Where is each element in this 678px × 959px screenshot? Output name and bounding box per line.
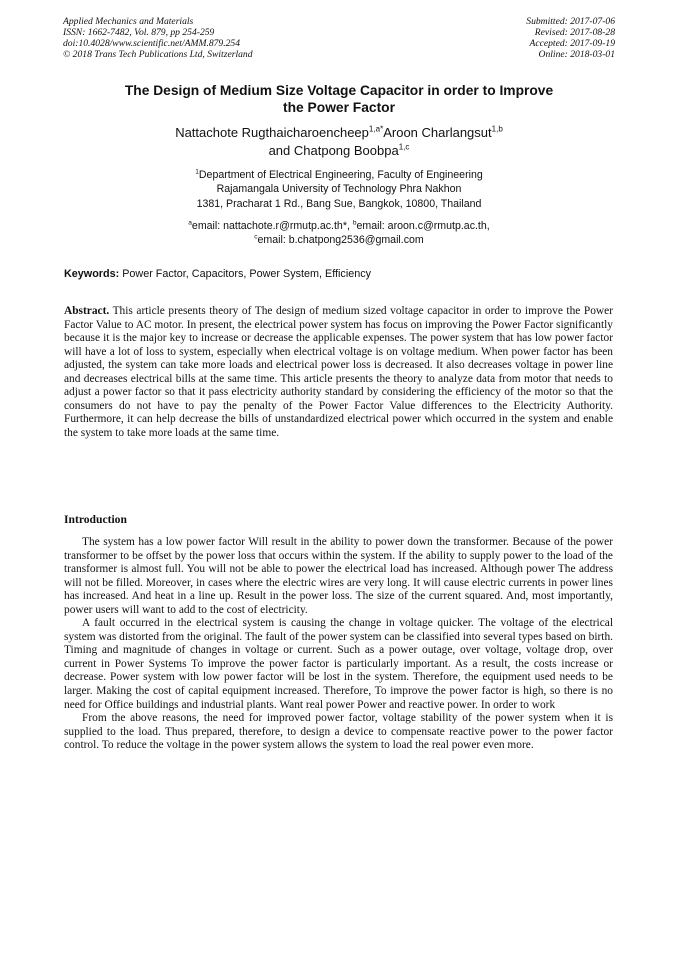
email-c-sup: c bbox=[254, 233, 258, 241]
authors-line-1 bbox=[64, 124, 614, 142]
affiliation-sup: 1 bbox=[195, 168, 199, 176]
author-1-sup: 1,a* bbox=[368, 124, 384, 134]
abstract-text: This article presents theory of The design of medium sized voltage capacitor in order to improve the Power Factor Value to AC motor. In present, the electrical power system has focus on improving the Power Factor significantly because it is the major key to increase or decrease the applicable expenses. The power system that has low power factor will have a lot of loss to system, especially when electrical voltage is on voltage medium. When power factor has been adjusted, the system can take more loads and electrical power loss is decreased. It also decreases voltage in power line and decreases electrical bills at the same time. This article presents the theory to analyze data from motor that needs to adjust a power factor so that it pass electricity authority standard by considering the efficiency of the motor so that the consumers do not have to pay the penalty of the Power Factor Value differences to the Electricity Authority. Furthermore, it can help decrease the bills of unstandardized electrical power which occurred in the system and enable the system to take more loads at the same time. bbox=[64, 305, 613, 439]
journal-name: Applied Mechanics and Materials bbox=[63, 16, 194, 27]
email-b-sup: b bbox=[352, 219, 357, 227]
email-line-1 bbox=[64, 219, 614, 233]
header-left bbox=[63, 16, 253, 60]
email-line-2 bbox=[64, 233, 614, 247]
issn: ISSN: 1662-7482, Vol. 879, pp 254-259 bbox=[63, 27, 215, 38]
accepted-date: Accepted: 2017-09-19 bbox=[529, 38, 615, 49]
author-1: Nattachote Rugthaicharoencheep bbox=[175, 125, 369, 140]
affiliation bbox=[64, 168, 614, 211]
affiliation-line-2: Rajamangala University of Technology Phra Nakhon bbox=[216, 183, 462, 196]
email-b[interactable]: email: aroon.c@rmutp.ac.th, bbox=[356, 220, 490, 232]
keywords-label: Keywords: bbox=[64, 268, 120, 280]
paper-title bbox=[64, 82, 614, 116]
doi: doi:10.4028/www.scientific.net/AMM.879.254 bbox=[63, 38, 241, 49]
email-c[interactable]: email: b.chatpong2536@gmail.com bbox=[257, 234, 424, 247]
author-list bbox=[64, 124, 614, 159]
revised-date: Revised: 2017-08-28 bbox=[534, 27, 615, 38]
keywords bbox=[64, 268, 614, 280]
email-a[interactable]: email: nattachote.r@rmutp.ac.th*, bbox=[191, 220, 353, 232]
affiliation-line-3: 1381, Pracharat 1 Rd., Bang Sue, Bangkok, 10800, Thailand bbox=[196, 197, 482, 210]
abstract-label: Abstract. bbox=[64, 305, 110, 317]
title-line-1: The Design of Medium Size Voltage Capacitor in order to Improve bbox=[124, 83, 554, 98]
abstract bbox=[64, 305, 613, 440]
copyright: © 2018 Trans Tech Publications Ltd, Switzerland bbox=[63, 49, 253, 60]
introduction-body bbox=[64, 536, 613, 753]
title-line-2: the Power Factor bbox=[283, 100, 395, 115]
intro-paragraph-3: From the above reasons, the need for improved power factor, voltage stability of the power system when it is supplied to the load. Thus prepared, therefore, to design a device to compensate reactive power to the power factor control. To reduce the voltage in the power system allows the system to load the real power even more. bbox=[64, 712, 613, 752]
author-2-sup: 1,b bbox=[491, 124, 503, 134]
intro-paragraph-2: A fault occurred in the electrical system is causing the change in voltage quicker. The voltage of the electrical system was distorted from the original. The fault of the power system can be classified into several types based on birth. Timing and magnitude of changes in voltage or current. Such as a power outage, over voltage, voltage drop, over current in Power Systems To improve the power factor is particularly important. As a result, the costs increase or decrease. Power system with low power factor will be lost in the system. Therefore, the equipment used needs to be larger. Making the cost of capital equipment increased. Therefore, To improve the power factor is high, so there is no need for Office buildings and industrial plants. Want real power Power and reactive power. In order to work bbox=[64, 617, 613, 711]
affiliation-department: Department of Electrical Engineering, Faculty of Engineering bbox=[198, 169, 483, 181]
authors-line-2 bbox=[64, 142, 614, 160]
author-3: Chatpong Boobpa bbox=[293, 142, 399, 158]
intro-paragraph-1: The system has a low power factor Will result in the ability to power down the transformer. Because of the power transformer to be offset by the power loss that occurs within the system. If the ability to supply power to the load of the transformer is almost full. You will not be able to power the electrical load has increased. Although power The address will not be filled. Moreover, in cases where the electric wires are very long. It will cause electric currents in power lines has increased. And heat in a line up. Result in the power loss. The size of the current squared. And, most importantly, power users will want to add to the cost of electricity. bbox=[64, 536, 613, 616]
author-2: Aroon Charlangsut bbox=[383, 125, 492, 140]
submitted-date: Submitted: 2017-07-06 bbox=[526, 16, 615, 27]
affiliation-line-1 bbox=[64, 168, 614, 182]
online-date: Online: 2018-03-01 bbox=[538, 49, 615, 60]
keywords-text: Power Factor, Capacitors, Power System, Efficiency bbox=[119, 268, 372, 280]
section-heading-introduction: Introduction bbox=[64, 513, 127, 526]
author-3-sup: 1,c bbox=[398, 142, 410, 152]
header-right bbox=[526, 16, 615, 60]
email-block bbox=[64, 219, 614, 248]
email-a-sup: a bbox=[188, 219, 192, 227]
author-conjunction: and bbox=[268, 142, 294, 158]
